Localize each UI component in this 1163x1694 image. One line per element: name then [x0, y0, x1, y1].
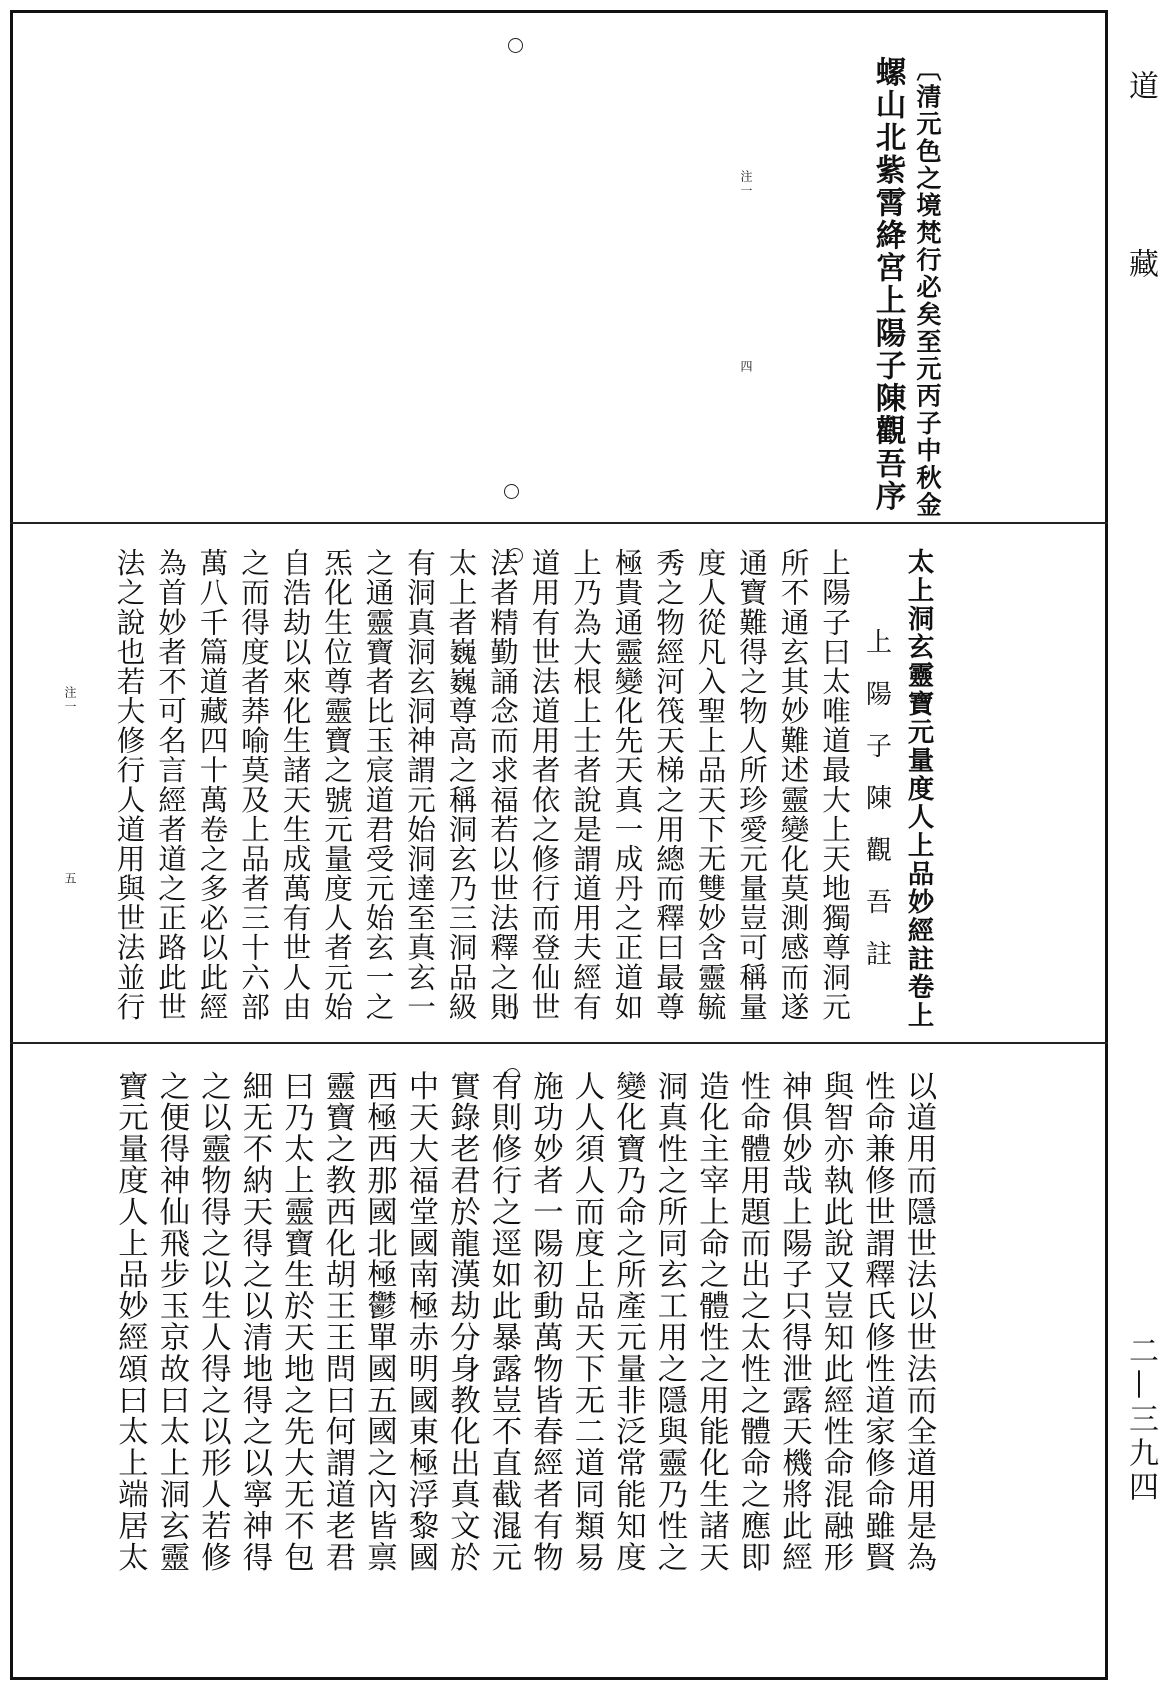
- text-column: 造化主宰上命之體性之用能化生諸天: [693, 1070, 729, 1573]
- text-column: 極貴通靈變化先天真一成丹之正道如: [610, 548, 645, 1022]
- text-column: 秀之物經河筏天梯之用總而釋曰最尊: [652, 548, 686, 1022]
- section-divider-bottom: [10, 1042, 1108, 1044]
- text-column: 之通靈寶者比玉宸道君受元始玄一之: [361, 548, 396, 1022]
- text-column: 神俱妙哉上陽子只得泄露天機將此經: [776, 1070, 812, 1573]
- text-column: 為首妙者不可名言經者道之正路此世: [154, 548, 188, 1022]
- text-column: 上乃為大根上士者說是謂道用夫經有: [569, 548, 603, 1022]
- text-column: 法者精勤誦念而求福若以世法釋之則: [486, 548, 520, 1022]
- text-column: 以道用而隱世法以世法而全道用是為: [901, 1070, 936, 1573]
- side-label-top: 道: [1123, 70, 1158, 100]
- text-column: 施功妙者一陽初動萬物皆春經者有物: [527, 1070, 563, 1573]
- text-column: 細无不納天得之以清地得之以寧神得: [237, 1070, 272, 1573]
- marginal-note: 注一: [63, 686, 77, 714]
- text-column: 上陽子陳觀吾註: [861, 628, 892, 992]
- text-column: 之以靈物得之以生人得之以形人若修: [195, 1070, 231, 1573]
- text-column: 太上者巍巍尊高之稱洞玄乃三洞品級: [444, 548, 479, 1022]
- marginal-note: 注一: [739, 170, 753, 198]
- text-column: 人人須人而度上品天下无二道同類易: [569, 1070, 604, 1573]
- text-column: 螺山北紫霄絳宮上陽子陳觀吾序: [870, 56, 906, 513]
- section-divider-top: [10, 522, 1108, 524]
- text-column: 寶元量度人上品妙經頌曰太上端居太: [112, 1070, 148, 1573]
- text-column: 洞真性之所同玄工用之隱與靈乃性之: [652, 1070, 687, 1573]
- text-column: 之而得度者莽喻莫及上品者三十六部: [237, 548, 271, 1022]
- binding-hole: [504, 484, 519, 499]
- text-column: 自浩劫以來化生諸天生成萬有世人由: [278, 548, 313, 1022]
- text-column: 萬八千篇道藏四十萬卷之多必以此經: [195, 548, 230, 1022]
- text-column: 之便得神仙飛步玉京故曰太上洞玄靈: [154, 1070, 189, 1573]
- text-column: 上陽子曰太唯道最大上天地獨尊洞元: [818, 548, 852, 1022]
- text-column: 與智亦執此說又豈知此經性命混融形: [818, 1070, 853, 1573]
- text-column: 中天大福堂國南極赤明國東極浮黎國: [403, 1070, 438, 1573]
- text-column: 靈寶之教西化胡王王問曰何謂道老君: [320, 1070, 355, 1573]
- text-column: 曰乃太上靈寶生於天地之先大无不包: [278, 1070, 314, 1573]
- text-column: 性命體用題而出之太性之體命之應即: [735, 1070, 770, 1573]
- text-column: 性命兼修世謂釋氏修性道家修命雖賢: [859, 1070, 895, 1573]
- text-column: 有則修行之逕如此暴露豈不直截混元: [486, 1070, 521, 1573]
- text-column: 有洞真洞玄洞神謂元始洞達至真玄一: [403, 548, 437, 1022]
- text-column: 通寶難得之物人所珍愛元量豈可稱量: [735, 548, 769, 1022]
- text-column: 實錄老君於龍漢劫分身教化出真文於: [444, 1070, 480, 1573]
- marginal-note: 五: [63, 872, 77, 886]
- text-column: 炁化生位尊靈寶之號元量度人者元始: [320, 548, 354, 1022]
- text-column: 太上洞玄靈寶元量度人上品妙經註卷上: [903, 548, 934, 1030]
- text-column: 度人從凡入聖上品天下无雙妙含靈毓: [693, 548, 728, 1022]
- text-column: 道用有世法道用者依之修行而登仙世: [527, 548, 562, 1022]
- text-column: 所不通玄其妙難述靈變化莫測感而遂: [776, 548, 811, 1022]
- text-column: 法之說也若大修行人道用與世法並行: [112, 548, 147, 1022]
- text-column: 變化寶乃命之所產元量非泛常能知度: [610, 1070, 646, 1573]
- page-number: 二—三九四: [1123, 1335, 1158, 1505]
- side-label-mid: 藏: [1123, 248, 1158, 278]
- text-column: 〔清元色之境梵行必矣至元丙子中秋金: [913, 56, 943, 519]
- text-column: 西極西那國北極鬱單國五國之內皆禀: [361, 1070, 397, 1573]
- marginal-note: 四: [739, 360, 753, 374]
- binding-hole: [508, 38, 523, 53]
